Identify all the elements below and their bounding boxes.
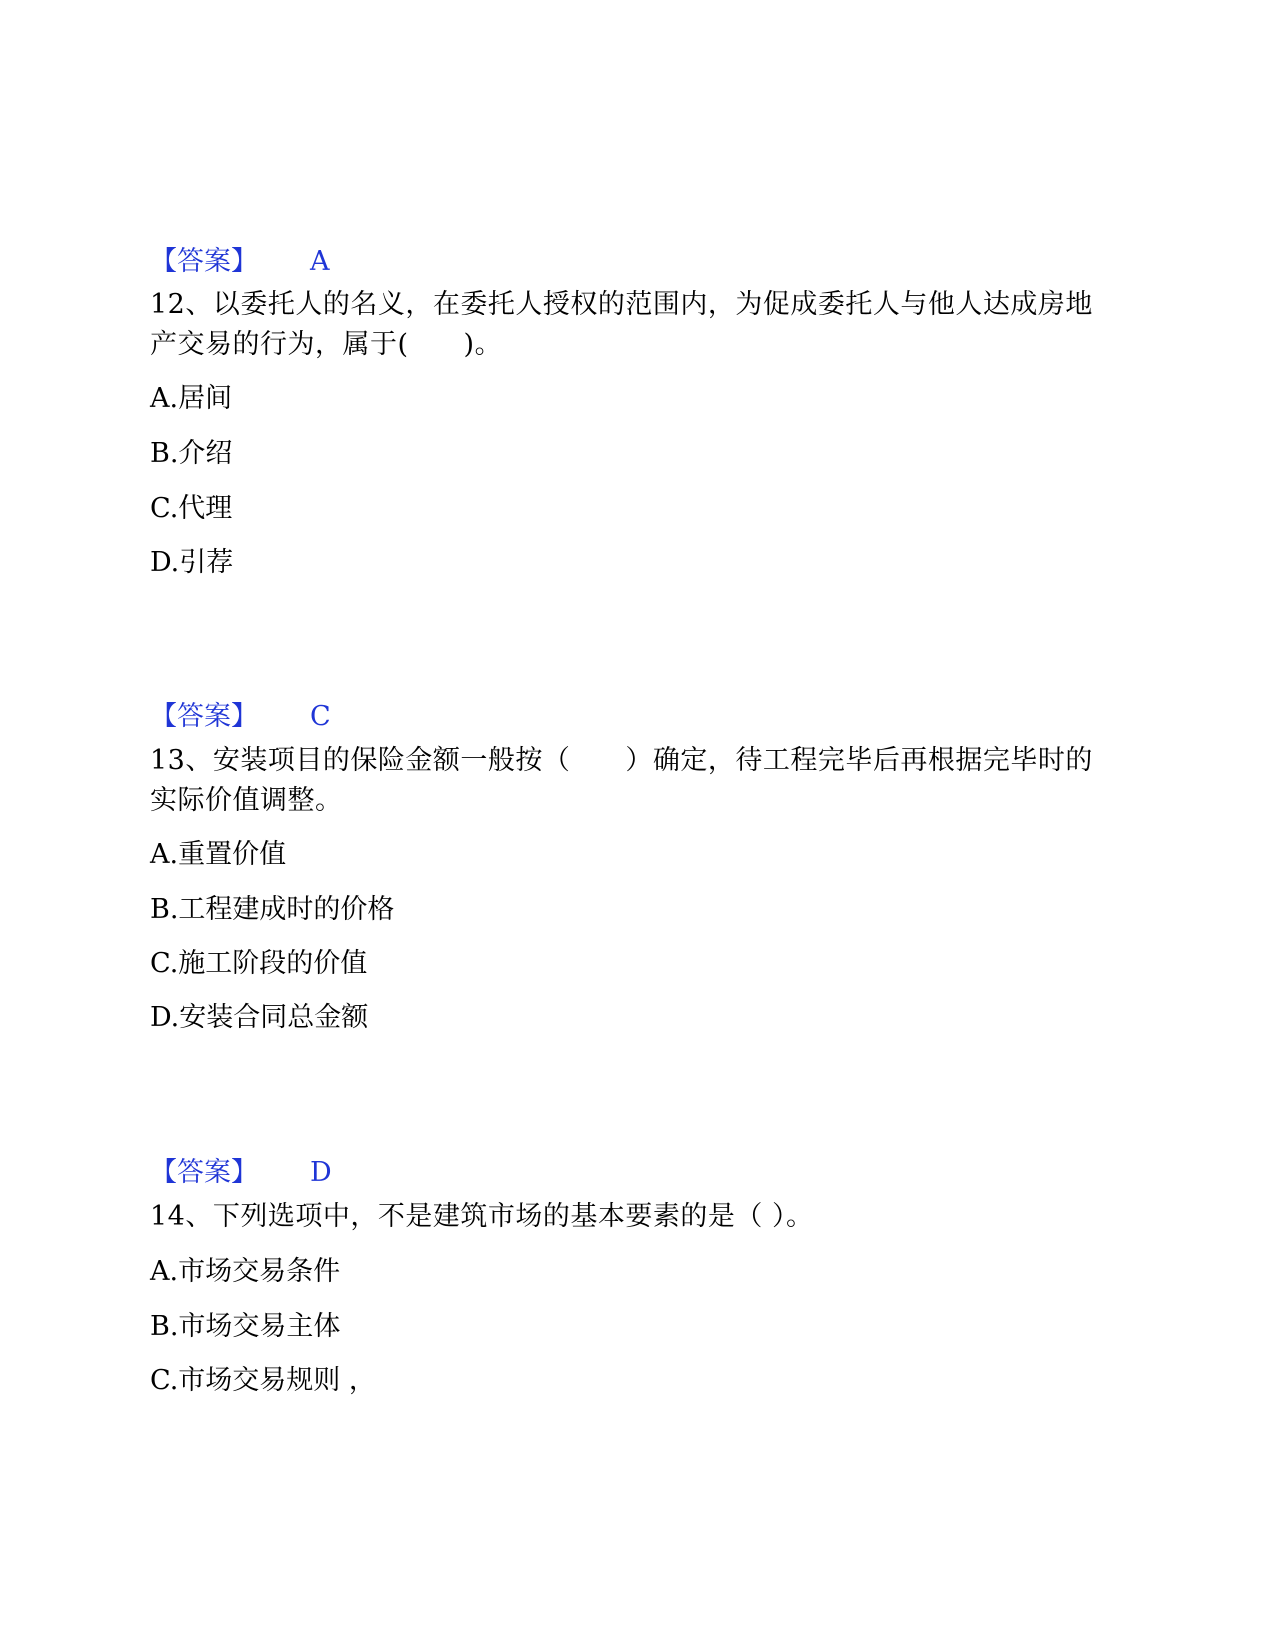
question-text: 13、安装项目的保险金额一般按（ ）确定，待工程完毕后再根据完毕时的实际价值调整。 xyxy=(150,745,1093,816)
answer-line xyxy=(150,242,330,282)
answer-label: 【答案】 xyxy=(150,1157,258,1188)
option-a: A.居间 xyxy=(150,383,233,414)
option-c: C.施工阶段的价值 xyxy=(150,948,368,979)
option-b: B.介绍 xyxy=(150,438,233,469)
option-a: A.市场交易条件 xyxy=(150,1256,341,1287)
answer-label: 【答案】 xyxy=(150,701,258,732)
option-d: D.安装合同总金额 xyxy=(150,1002,369,1033)
answer-label: 【答案】 xyxy=(150,246,258,277)
answer-line xyxy=(150,697,331,737)
question-text: 14、下列选项中，不是建筑市场的基本要素的是（ ）。 xyxy=(150,1201,814,1232)
option-b: B.市场交易主体 xyxy=(150,1311,341,1342)
answer-line xyxy=(150,1153,332,1193)
option-c: C.市场交易规则 ， xyxy=(150,1365,376,1396)
option-a: A.重置价值 xyxy=(150,839,287,870)
option-b: B.工程建成时的价格 xyxy=(150,894,395,925)
question-text: 12、以委托人的名义，在委托人授权的范围内，为促成委托人与他人达成房地产交易的行为，属于( )。 xyxy=(150,289,1093,360)
answer-value: D xyxy=(310,1157,332,1188)
option-c: C.代理 xyxy=(150,493,233,524)
option-d: D.引荐 xyxy=(150,547,234,578)
answer-value: C xyxy=(310,701,331,732)
answer-value: A xyxy=(310,246,330,277)
